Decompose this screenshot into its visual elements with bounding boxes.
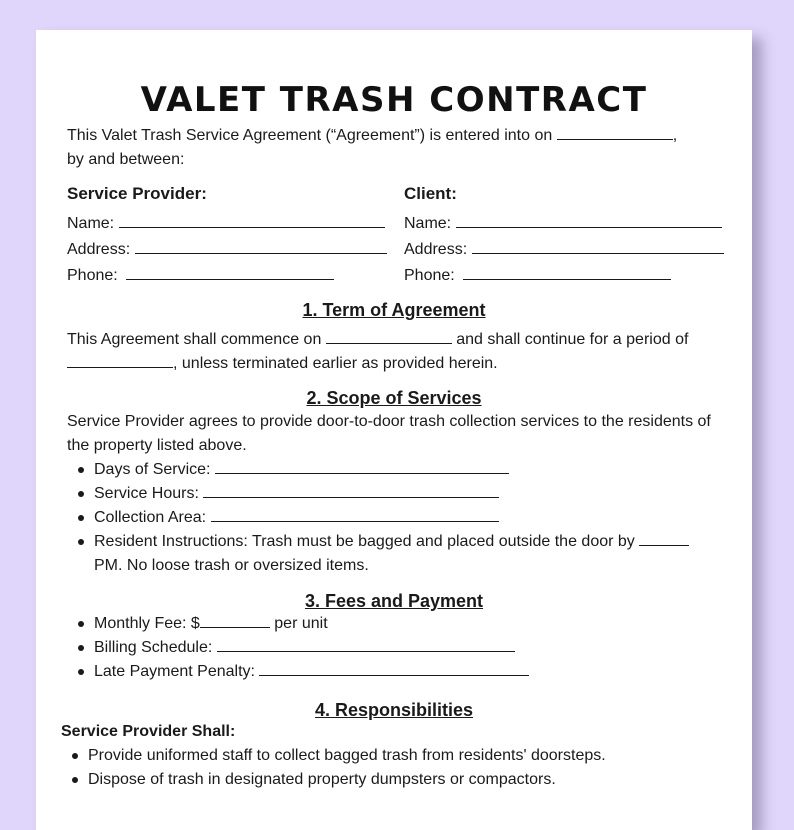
provider-address-blank[interactable] — [135, 239, 387, 254]
term-paragraph — [67, 328, 737, 376]
scope-list — [94, 458, 734, 578]
list-item — [94, 612, 734, 636]
term-text-c: , unless terminated earlier as provided herein. — [173, 355, 498, 372]
term-period-blank[interactable] — [67, 353, 173, 368]
late-penalty-blank[interactable] — [259, 661, 529, 676]
days-label: Days of Service: — [94, 461, 211, 478]
client-name-label: Name: — [404, 215, 452, 232]
contract-page — [36, 30, 752, 830]
hours-label: Service Hours: — [94, 485, 199, 502]
section-term-heading: 1. Term of Agreement — [302, 300, 486, 320]
pickup-time-blank[interactable] — [639, 531, 689, 546]
provider-address-field — [67, 239, 387, 260]
term-text-a: This Agreement shall commence on — [67, 331, 322, 348]
intro-comma: , — [672, 127, 678, 144]
monthly-fee-label: Monthly Fee: $ — [94, 615, 200, 632]
provider-phone-label: Phone: — [67, 267, 118, 284]
agreement-date-blank[interactable] — [557, 125, 673, 140]
provider-name-blank[interactable] — [119, 213, 385, 228]
provider-name-field — [67, 213, 385, 234]
client-name-blank[interactable] — [456, 213, 722, 228]
instructions-text-b: PM. No loose trash or oversized items. — [94, 557, 369, 574]
monthly-fee-blank[interactable] — [200, 613, 270, 628]
commence-date-blank[interactable] — [326, 329, 452, 344]
client-address-label: Address: — [404, 241, 468, 258]
responsibilities-list — [88, 744, 728, 792]
service-provider-heading: Service Provider: — [67, 184, 207, 203]
list-item — [94, 482, 734, 506]
client-phone-label: Phone: — [404, 267, 455, 284]
provider-shall-heading: Service Provider Shall: — [61, 723, 236, 740]
section-responsibilities-heading: 4. Responsibilities — [314, 700, 474, 720]
section-scope-heading: 2. Scope of Services — [306, 388, 482, 408]
provider-phone-blank[interactable] — [126, 265, 334, 280]
list-item — [94, 660, 734, 684]
provider-name-label: Name: — [67, 215, 115, 232]
late-penalty-label: Late Payment Penalty: — [94, 663, 255, 680]
term-text-b: and shall continue for a period of — [456, 331, 689, 348]
list-item — [94, 506, 734, 530]
list-item: Dispose of trash in designated property dumpsters or compactors. — [88, 768, 728, 792]
intro-text-2: by and between: — [67, 151, 185, 168]
hours-blank[interactable] — [203, 483, 499, 498]
document-title: VALET TRASH CONTRACT — [140, 80, 648, 120]
client-address-blank[interactable] — [472, 239, 724, 254]
list-item — [94, 636, 734, 660]
billing-label: Billing Schedule: — [94, 639, 213, 656]
client-address-field — [404, 239, 724, 260]
intro-paragraph — [67, 124, 727, 172]
instructions-text-a: Resident Instructions: Trash must be bagged and placed outside the door by — [94, 533, 635, 550]
list-item — [94, 458, 734, 482]
scope-paragraph: Service Provider agrees to provide door-to-door trash collection services to the residents of the property listed above. — [67, 413, 711, 454]
list-item — [94, 530, 734, 578]
area-blank[interactable] — [211, 507, 499, 522]
fees-list — [94, 612, 734, 684]
intro-text: This Valet Trash Service Agreement (“Agreement”) is entered into on — [67, 127, 553, 144]
section-fees-heading: 3. Fees and Payment — [304, 591, 484, 611]
provider-address-label: Address: — [67, 241, 131, 258]
area-label: Collection Area: — [94, 509, 207, 526]
list-item: Provide uniformed staff to collect bagged trash from residents' doorsteps. — [88, 744, 728, 768]
client-phone-field — [404, 265, 671, 286]
client-phone-blank[interactable] — [463, 265, 671, 280]
days-blank[interactable] — [215, 459, 509, 474]
billing-blank[interactable] — [217, 637, 515, 652]
monthly-fee-suffix: per unit — [274, 615, 328, 632]
client-name-field — [404, 213, 722, 234]
client-heading: Client: — [404, 184, 457, 203]
provider-phone-field — [67, 265, 334, 286]
